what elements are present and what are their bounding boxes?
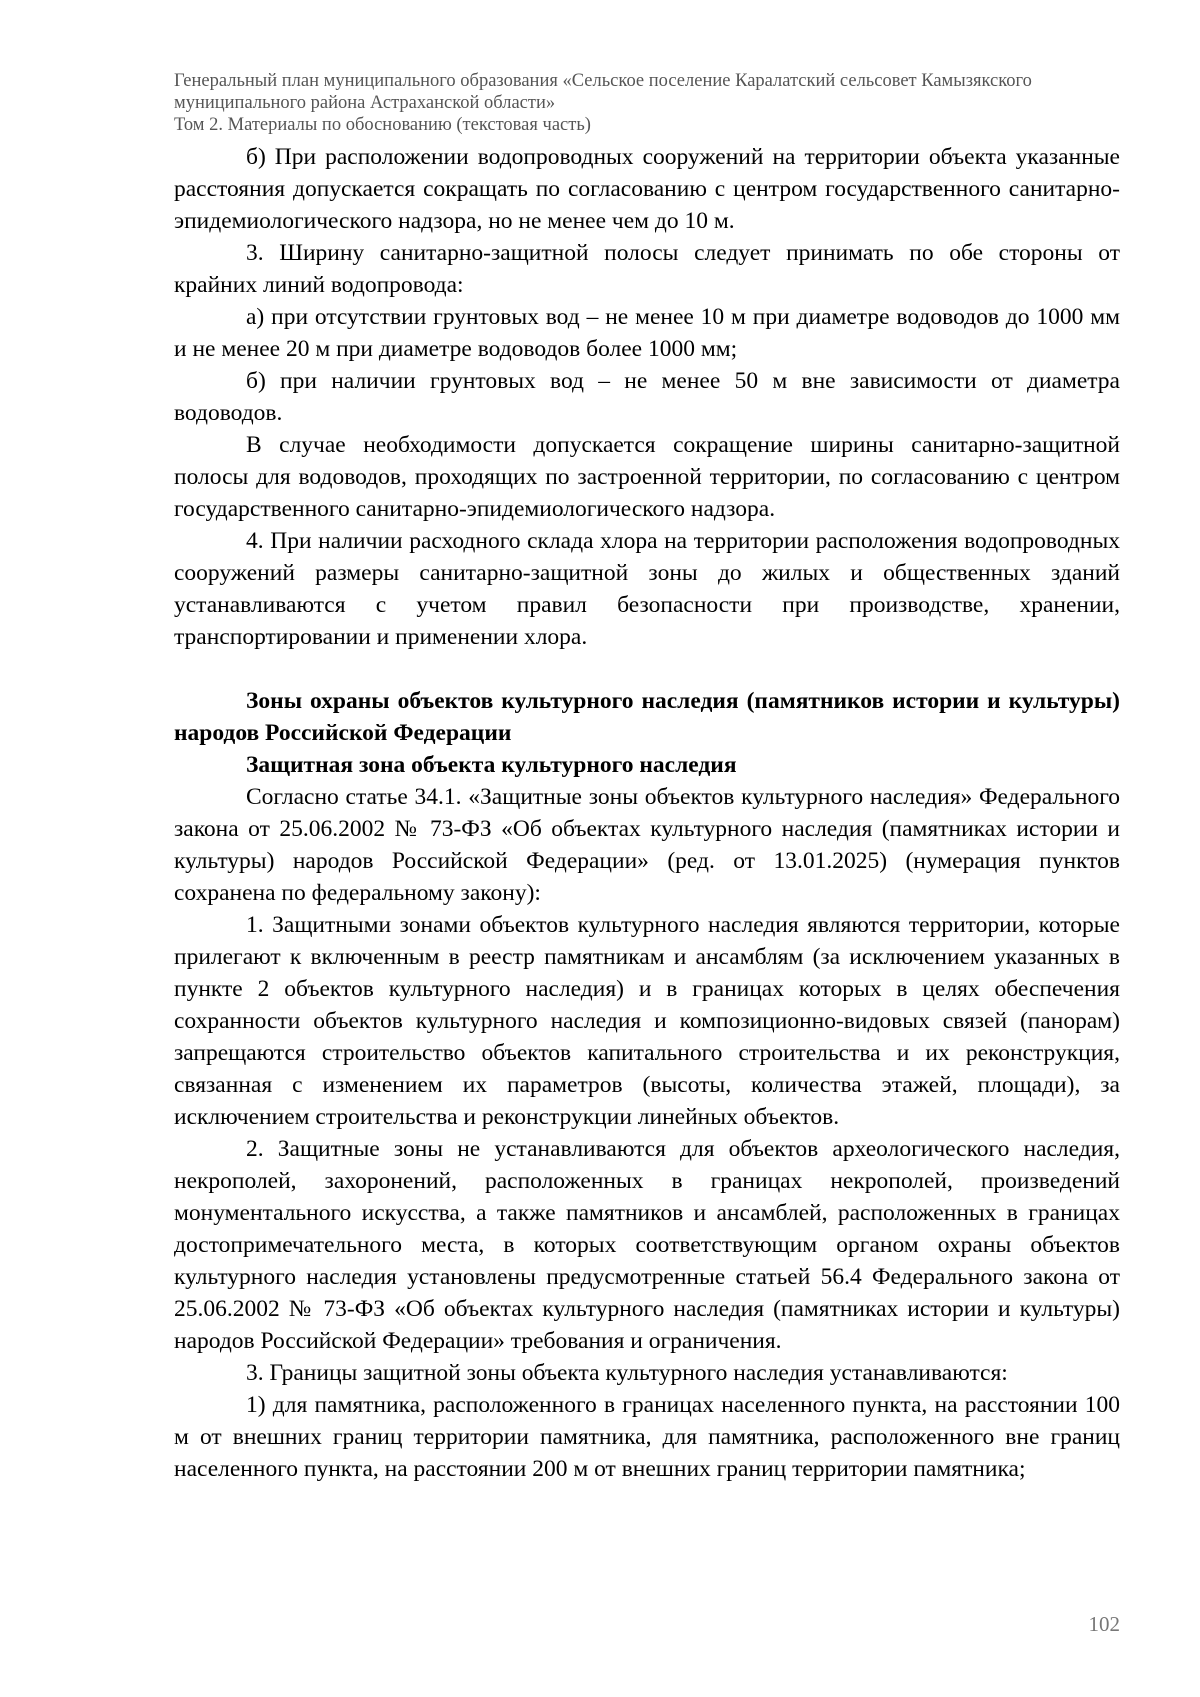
paragraph: 1) для памятника, расположенного в границах населенного пункта, на расстоянии 100 м от внешних границ территории памятника, для памятника, расположенного вне границ населенного пункта, на расстоянии 200 м от внешних границ территории памятника; xyxy=(174,1392,1120,1482)
paragraph: 1. Защитными зонами объектов культурного наследия являются территории, которые прилегают к включенным в реестр памятникам и ансамблям (за исключением указанных в пункте 2 объектов культурного наследия) и в границах которых в целях обеспечения сохранности объектов культурного наследия и композиционно-видовых связей (панорам) запрещаются строительство объектов капитального строительства и их реконструкция, связанная с изменением их параметров (высоты, количества этажей, площади), за исключением строительства и реконструкции линейных объектов. xyxy=(174,912,1120,1130)
header-line-2: муниципального района Астраханской области» xyxy=(174,93,556,113)
document-body xyxy=(174,141,1120,1485)
paragraph: Согласно статье 34.1. «Защитные зоны объектов культурного наследия» Федерального закона от 25.06.2002 № 73-ФЗ «Об объектах культурного наследия (памятниках истории и культуры) народов Российской Федерации» (ред. от 13.01.2025) (нумерация пунктов сохранена по федеральному закону): xyxy=(174,784,1120,906)
running-header xyxy=(174,70,1120,136)
header-line-1: Генеральный план муниципального образования «Сельское поселение Каралатский сельсовет Камызякского xyxy=(174,71,1032,91)
paragraph: б) При расположении водопроводных сооружений на территории объекта указанные расстояния допускается сокращать по согласованию с центром государственного санитарно-эпидемиологического надзора, но не менее чем до 10 м. xyxy=(174,144,1120,234)
paragraph: а) при отсутствии грунтовых вод – не менее 10 м при диаметре водоводов до 1000 мм и не менее 20 м при диаметре водоводов более 1000 мм; xyxy=(174,304,1120,362)
page-number: 102 xyxy=(1088,1612,1120,1636)
subsection-heading: Защитная зона объекта культурного наследия xyxy=(246,752,737,778)
paragraph: 3. Границы защитной зоны объекта культурного наследия устанавливаются: xyxy=(246,1360,1008,1386)
header-line-3: Том 2. Материалы по обоснованию (текстовая часть) xyxy=(174,115,591,135)
paragraph: 2. Защитные зоны не устанавливаются для объектов археологического наследия, некрополей, захоронений, расположенных в границах некрополей, произведений монументального искусства, а также памятников и ансамблей, расположенных в границах достопримечательного места, в которых соответствующим органом охраны объектов культурного наследия установлены предусмотренные статьей 56.4 Федерального закона от 25.06.2002 № 73-ФЗ «Об объектах культурного наследия (памятниках истории и культуры) народов Российской Федерации» требования и ограничения. xyxy=(174,1136,1120,1354)
paragraph: 4. При наличии расходного склада хлора на территории расположения водопроводных сооружений размеры санитарно-защитной зоны до жилых и общественных зданий устанавливаются с учетом правил безопасности при производстве, хранении, транспортировании и применении хлора. xyxy=(174,528,1120,650)
paragraph: б) при наличии грунтовых вод – не менее 50 м вне зависимости от диаметра водоводов. xyxy=(174,368,1120,426)
paragraph: 3. Ширину санитарно-защитной полосы следует принимать по обе стороны от крайних линий водопровода: xyxy=(174,240,1120,298)
paragraph: В случае необходимости допускается сокращение ширины санитарно-защитной полосы для водоводов, проходящих по застроенной территории, по согласованию с центром государственного санитарно-эпидемиологического надзора. xyxy=(174,432,1120,522)
section-spacer xyxy=(174,653,1120,685)
section-heading: Зоны охраны объектов культурного наследия (памятников истории и культуры) народов Российской Федерации xyxy=(174,688,1120,746)
